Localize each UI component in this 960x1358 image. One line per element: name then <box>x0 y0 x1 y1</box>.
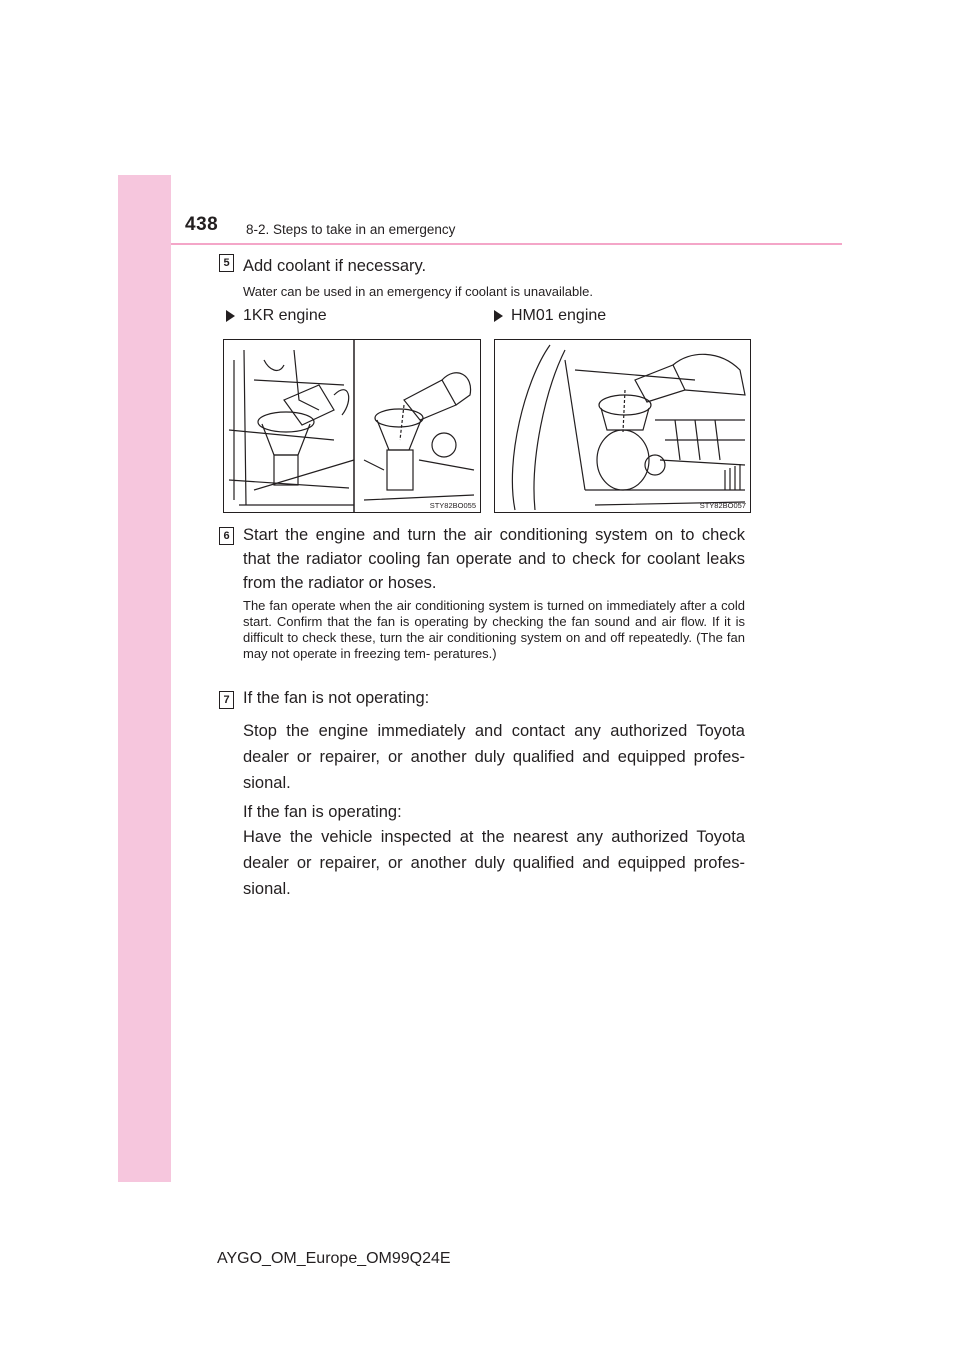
step-7-para1: Stop the engine immediately and contact any authorized Toyota dealer or repairer, or another duly qualified and equipped profes- sional. <box>243 722 745 792</box>
side-tab <box>118 175 171 1182</box>
step-6-note: The fan operate when the air conditioning system is turned on immediately after a cold start. Confirm that the fan is operating by checking the fan sound and air flow. If it is difficult to check these, turn the air conditioning system on and off repeatedly. (The fan may not operate in freezing tem- peratures.) <box>243 598 745 661</box>
step-5-badge: 5 <box>219 254 234 272</box>
page-number: 438 <box>185 214 219 235</box>
section-title: 8-2. Steps to take in an emergency <box>246 222 456 237</box>
header-rule <box>171 243 842 245</box>
step-7-para2-line1: If the fan is operating: <box>243 803 402 821</box>
figure-1kr-label: 1KR engine <box>226 307 327 325</box>
triangle-bullet-icon <box>226 310 235 322</box>
step-5-note: Water can be used in an emergency if coolant is unavailable. <box>243 284 593 299</box>
figure-code: STY82BO055 <box>429 501 476 510</box>
figure-code: STY82BO057 <box>699 501 746 510</box>
engine-illustration-hm01 <box>495 340 750 512</box>
figure-1kr-engine <box>223 339 481 513</box>
figure-hm01-label: HM01 engine <box>494 307 606 325</box>
figure-hm01-engine <box>494 339 751 513</box>
step-7-text: If the fan is not operating: <box>243 689 430 707</box>
engine-illustration-1kr <box>224 340 480 512</box>
footer-doc-id: AYGO_OM_Europe_OM99Q24E <box>217 1250 451 1267</box>
step-7-para2-line2: Have the vehicle inspected at the nearest any authorized Toyota dealer or repairer, or another duly qualified and equipped profes- sional. <box>243 828 745 898</box>
triangle-bullet-icon <box>494 310 503 322</box>
step-6-text: Start the engine and turn the air conditioning system on to check that the radiator cooling fan operate and to check for coolant leaks from the radiator or hoses. <box>243 526 745 592</box>
step-5-text: Add coolant if necessary. <box>243 257 427 275</box>
step-7-badge: 7 <box>219 691 234 709</box>
step-6-badge: 6 <box>219 527 234 545</box>
